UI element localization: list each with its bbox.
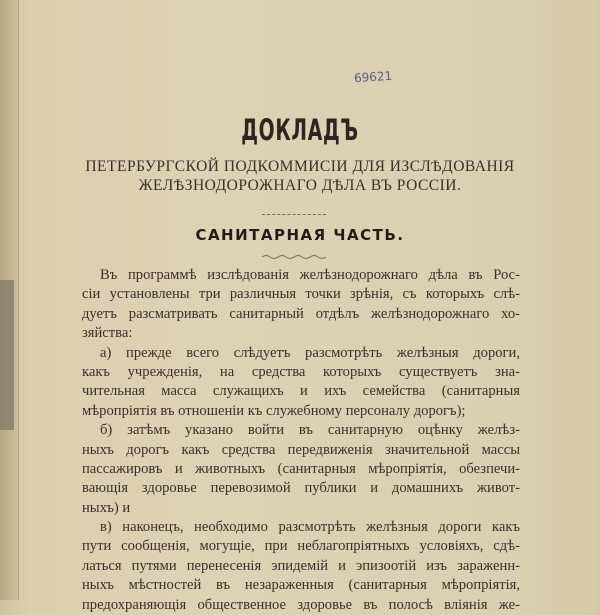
text-line: дуетъ разсматривать санитарный отдѣлъ желѣзнодорожнаго хо-	[82, 305, 520, 322]
page-stain	[0, 280, 14, 430]
text-line: в) наконецъ, необходимо разсмотрѣть желѣзныя дороги какъ	[100, 519, 520, 536]
page-crease	[18, 0, 19, 600]
text-line: а) прежде всего слѣдуетъ разсмотрѣть желѣзныя дороги,	[100, 344, 520, 361]
handwritten-shelfmark: 69621	[353, 68, 393, 86]
body-text	[82, 266, 520, 615]
text-line: ныхъ) и	[82, 499, 131, 516]
text-line: сіи установлены три различныя точки зрѣнія, съ которыхъ слѣ-	[82, 286, 520, 303]
text-line: пути сообщенія, могущіе, при неблагопріятныхъ условіяхъ, сдѣ-	[82, 538, 520, 555]
text-line: чительная масса служащихъ и ихъ семейства (санитарныя	[82, 383, 520, 400]
subtitle-line-1: ПЕТЕРБУРГСКОЙ ПОДКОММИСІИ ДЛЯ ИЗСЛѢДОВАНІЯ	[85, 158, 515, 175]
text-line: мѣропріятія въ отношеніи къ служебному персоналу дорогъ);	[82, 402, 466, 419]
text-line: латься путями перенесенія эпидемій и эпизоотій изъ зараженн-	[82, 557, 520, 574]
subtitle-line-2: ЖЕЛѢЗНОДОРОЖНАГО ДѢЛА ВЪ РОССІИ.	[138, 177, 462, 194]
text-line: ныхъ мѣстностей въ незараженныя (санитарныя мѣропріятія,	[82, 577, 520, 594]
divider	[262, 214, 326, 215]
document-title: ДОКЛАДЪ	[241, 113, 359, 147]
text-line: ныхъ дорогъ какъ средства передвиженія значительной массы	[82, 441, 520, 458]
section-heading: САНИТАРНАЯ ЧАСТЬ.	[195, 226, 405, 244]
text-line: какъ учрежденія, на средства которыхъ существуетъ зна-	[82, 363, 520, 380]
wavy-divider	[262, 254, 326, 260]
text-line: Въ программѣ изслѣдованія желѣзнодорожнаго дѣла въ Рос-	[100, 267, 520, 283]
text-line: вающія здоровье перевозимой публики и домашнихъ живот-	[82, 480, 520, 497]
text-line: б) затѣмъ указано войти въ санитарную оцѣнку желѣз-	[100, 422, 520, 439]
text-line: пассажировъ и животныхъ (санитарныя мѣропріятія, обезпечи-	[82, 460, 520, 477]
text-line: зяйства:	[82, 325, 133, 342]
text-line: предохраняющія общественное здоровье въ полосѣ вліянія же-	[82, 596, 520, 613]
